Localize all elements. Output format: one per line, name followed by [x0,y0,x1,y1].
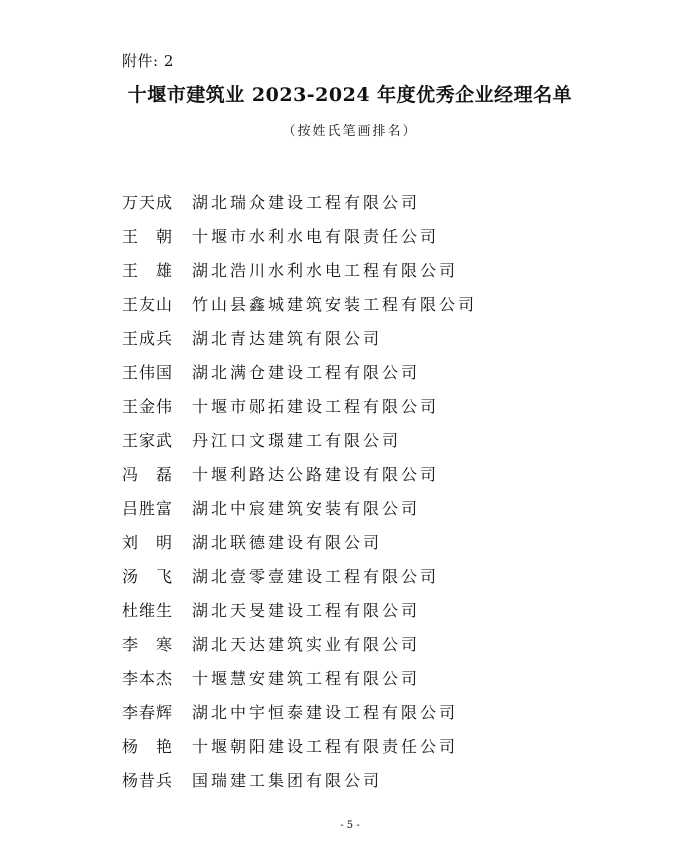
manager-name: 汤 飞 [122,566,174,586]
company-name: 湖北联德建设有限公司 [192,532,383,552]
company-name: 竹山县鑫城建筑安装工程有限公司 [192,294,478,314]
company-name: 湖北满仓建设工程有限公司 [192,362,421,382]
company-name: 丹江口文璟建工有限公司 [192,430,402,450]
list-item [122,694,477,728]
company-name: 湖北青达建筑有限公司 [192,328,383,348]
list-item [122,388,477,422]
company-name: 十堰朝阳建设工程有限责任公司 [192,736,459,756]
company-name: 十堰市水利水电有限责任公司 [192,226,440,246]
manager-name: 杨昔兵 [122,770,174,790]
manager-name: 李本杰 [122,668,174,688]
list-item [122,456,477,490]
document-title: 十堰市建筑业 2023-2024 年度优秀企业经理名单 [127,84,573,106]
manager-name: 杜维生 [122,600,174,620]
company-name: 十堰慧安建筑工程有限公司 [192,668,421,688]
manager-name: 刘 明 [122,532,174,552]
company-name: 湖北浩川水利水电工程有限公司 [192,260,459,280]
company-name: 湖北瑞众建设工程有限公司 [192,192,421,212]
manager-name: 吕胜富 [122,498,174,518]
list-item [122,524,477,558]
manager-name: 李 寒 [122,634,174,654]
list-item [122,728,477,762]
company-name: 湖北壹零壹建设工程有限公司 [192,566,440,586]
list-item [122,422,477,456]
company-name: 湖北天旻建设工程有限公司 [192,600,421,620]
list-item [122,354,477,388]
list-item [122,286,477,320]
company-name: 湖北天达建筑实业有限公司 [192,634,421,654]
list-item [122,184,477,218]
manager-name: 冯 磊 [122,464,174,484]
manager-name: 杨 艳 [122,736,174,756]
company-name: 国瑞建工集团有限公司 [192,770,383,790]
list-item [122,762,477,796]
list-item [122,218,477,252]
manager-name: 王 朝 [122,226,174,246]
list-item [122,660,477,694]
list-item [122,626,477,660]
list-item [122,490,477,524]
manager-name: 王家武 [122,430,174,450]
list-item [122,592,477,626]
list-item [122,320,477,354]
page-number: - 5 - [340,820,360,831]
company-name: 十堰市郧拓建设工程有限公司 [192,396,440,416]
manager-name: 王友山 [122,294,174,314]
company-name: 湖北中宇恒泰建设工程有限公司 [192,702,459,722]
manager-name: 王 雄 [122,260,174,280]
company-name: 十堰利路达公路建设有限公司 [192,464,440,484]
list-item [122,558,477,592]
attachment-label: 附件: 2 [122,52,174,70]
manager-name: 李春辉 [122,702,174,722]
manager-list [122,184,477,796]
manager-name: 王伟国 [122,362,174,382]
document-subtitle: （按姓氏笔画排名） [282,124,418,139]
manager-name: 王成兵 [122,328,174,348]
company-name: 湖北中宸建筑安装有限公司 [192,498,421,518]
manager-name: 万天成 [122,192,174,212]
manager-name: 王金伟 [122,396,174,416]
list-item [122,252,477,286]
